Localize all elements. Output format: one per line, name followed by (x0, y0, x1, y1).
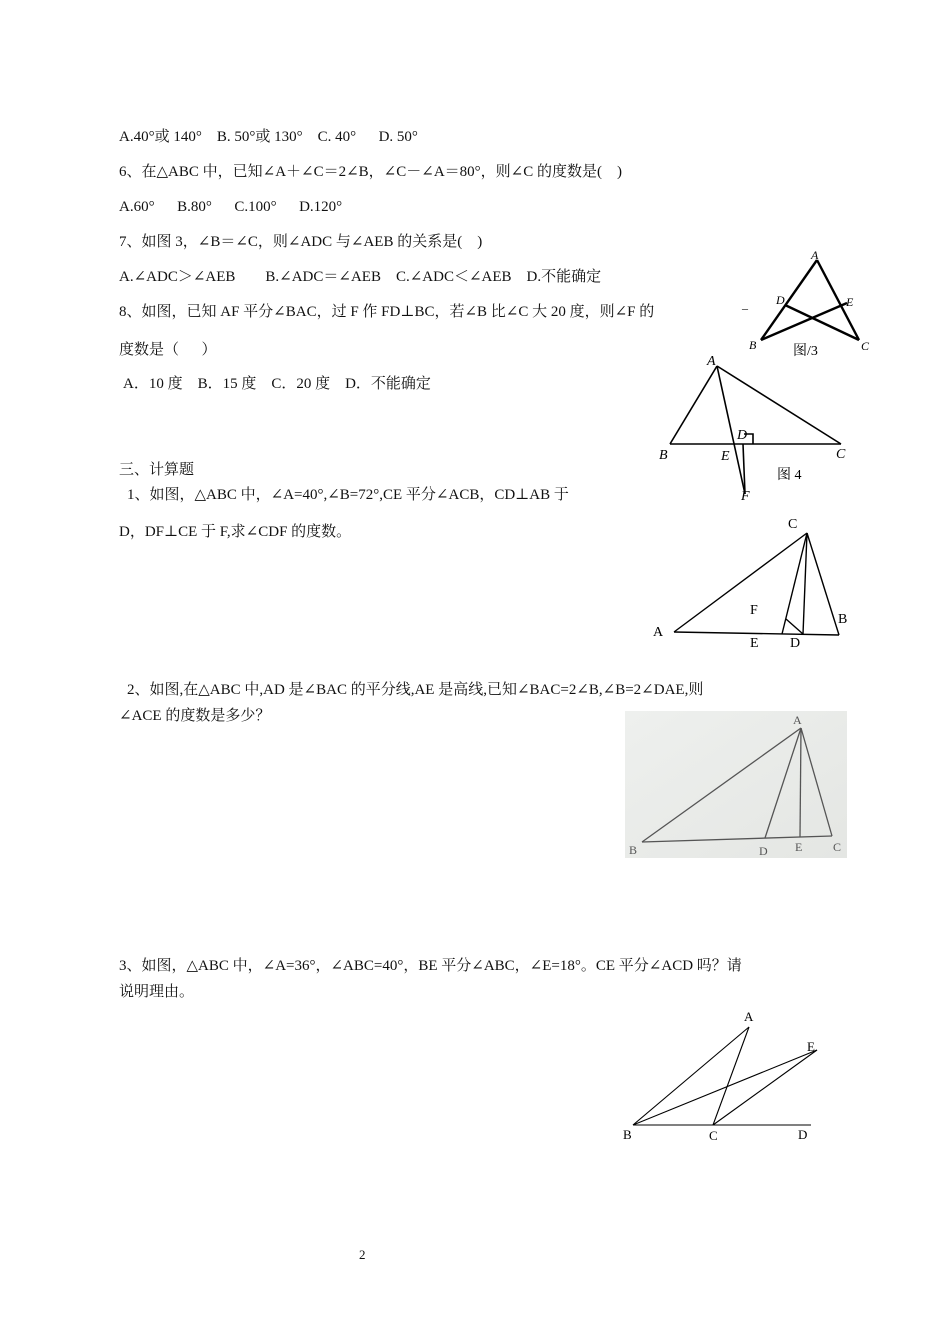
q6-options: A.60° B.80° C.100° D.120° (119, 199, 343, 215)
fig3-caption: 图/3 (793, 344, 818, 359)
calc2-label-e: E (795, 840, 803, 854)
fig4-side-ac (717, 366, 841, 444)
fig3-label-d: D (776, 293, 785, 307)
calc1-seg-df (786, 619, 803, 634)
fig3-dash: – (742, 301, 748, 315)
fig4-side-ab (670, 366, 717, 444)
calc2-line1: 2、如图,在△ABC 中,AD 是∠BAC 的平分线,AE 是高线,已知∠BAC=2∠B,∠B=2∠DAE,则 (127, 682, 704, 698)
calc1-label-d: D (790, 636, 801, 651)
section-title: 三、计算题 (119, 462, 195, 478)
fig3-seg-cd (785, 305, 859, 340)
calc3-seg-ba (633, 1027, 749, 1125)
calc3-label-a: A (744, 1009, 754, 1024)
fig4-label-c: C (836, 447, 846, 462)
calc2-label-d: D (759, 844, 768, 858)
calc3-seg-ce (713, 1050, 817, 1125)
figure-4 (655, 348, 855, 500)
fig3-label-c: C (861, 339, 870, 353)
calc3-seg-be (633, 1050, 817, 1125)
calc1-label-a: A (653, 625, 664, 640)
figure-calc2 (625, 711, 847, 858)
calc2-label-b: B (629, 843, 638, 857)
page-number: 2 (359, 1247, 366, 1262)
calc3-line2: 说明理由。 (119, 984, 195, 1000)
fig3-label-a: A (811, 248, 819, 262)
fig4-caption: 图 4 (777, 468, 802, 483)
fig3-label-e: E (846, 295, 854, 309)
q8-stem-line2: 度数是（ ） (119, 342, 217, 358)
q6-stem: 6、在△ABC 中，已知∠A＋∠C＝2∠B，∠C－∠A＝80°，则∠C 的度数是( ) (119, 164, 622, 180)
calc1-side-ca (674, 533, 807, 632)
figure-3 (735, 248, 885, 360)
calc3-line1: 3、如图，△ABC 中，∠A=36°，∠ABC=40°，BE 平分∠ABC，∠E=18°。CE 平分∠ACD 吗？请 (119, 958, 742, 974)
calc1-label-c: C (788, 517, 798, 532)
calc3-label-b: B (623, 1127, 632, 1142)
calc1-label-f: F (750, 603, 758, 618)
calc2-line2: ∠ACE 的度数是多少？ (119, 708, 271, 724)
calc2-label-a: A (793, 713, 802, 727)
fig4-label-d: D (737, 428, 748, 443)
calc1-side-cb (807, 533, 839, 635)
q8-stem-line1: 8、如图，已知 AF 平分∠BAC，过 F 作 FD⊥BC，若∠B 比∠C 大 20 度，则∠F 的 (119, 304, 655, 320)
calc3-label-c: C (709, 1128, 718, 1143)
fig4-label-a: A (707, 354, 716, 369)
figure-calc1 (645, 510, 860, 655)
q7-stem: 7、如图 3，∠B＝∠C，则∠ADC 与∠AEB 的关系是( ) (119, 234, 483, 250)
figure-calc3 (615, 1005, 830, 1147)
calc1-label-b: B (838, 612, 848, 627)
calc1-label-e: E (750, 636, 759, 651)
fig3-label-b: B (749, 338, 757, 352)
fig4-label-f: F (741, 489, 750, 500)
calc1-line1: 1、如图，△ABC 中，∠A=40°,∠B=72°,CE 平分∠ACB，CD⊥AB 于 (127, 487, 569, 503)
fig4-label-b: B (659, 448, 668, 463)
calc1-line2: D，DF⊥CE 于 F,求∠CDF 的度数。 (119, 524, 352, 540)
calc2-label-c: C (833, 840, 842, 854)
fig4-label-e: E (721, 449, 730, 464)
q7-options: A.∠ADC＞∠AEB B.∠ADC＝∠AEB C.∠ADC＜∠AEB D.不能确定 (119, 269, 602, 285)
q8-options: A．10 度 B．15 度 C．20 度 D．不能确定 (123, 376, 431, 392)
calc1-side-ab (674, 632, 839, 635)
calc3-label-d: D (798, 1127, 808, 1142)
calc3-label-e: E (807, 1039, 815, 1054)
q5-options: A.40°或 140° B. 50°或 130° C. 40° D. 50° (119, 129, 418, 145)
